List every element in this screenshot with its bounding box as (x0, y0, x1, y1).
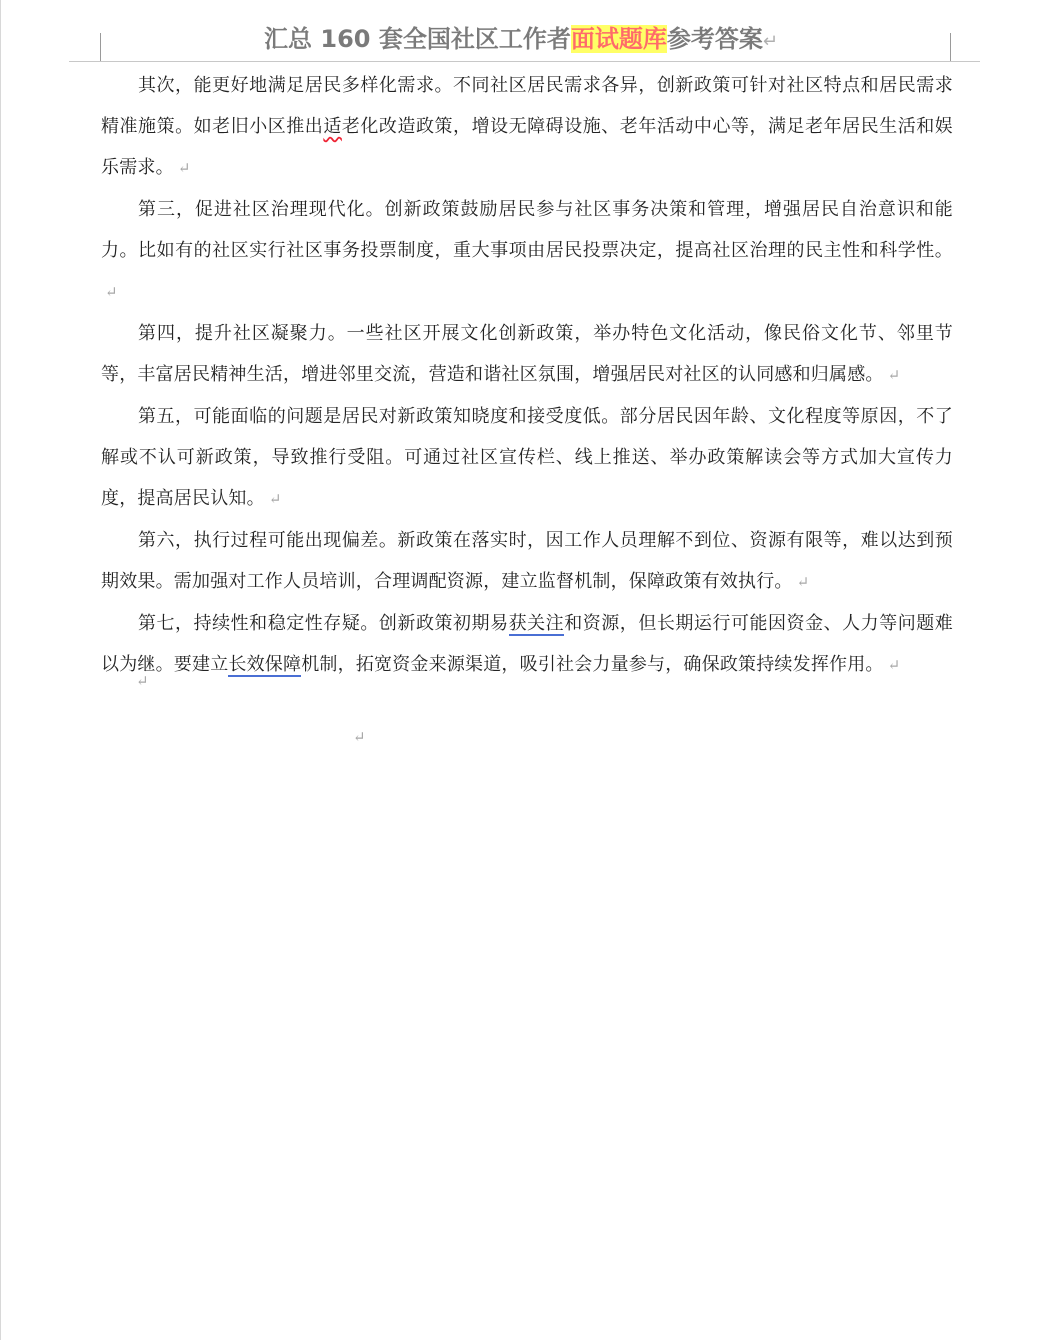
paragraph-mark-icon: ↵ (762, 31, 778, 52)
paragraph: 第六，执行过程可能出现偏差。新政策在落实时，因工作人员理解不到位、资源有限等，难以达到预期效果。需加强对工作人员培训，合理调配资源，建立监督机制，保障政策有效执行。 ↵ (101, 530, 953, 592)
title-prefix: 汇总 160 套全国社区工作者 (264, 25, 571, 53)
paragraph-mark-icon: ↵ (796, 573, 810, 591)
paragraph: 第五，可能面临的问题是居民对新政策知晓度和接受度低。部分居民因年龄、文化程度等原因，不了解或不认可新政策，导致推行受阻。可通过社区宣传栏、线上推送、举办政策解读会等方式加大宣传力度，提高居民认知。 ↵ (101, 406, 953, 509)
paragraph-mark-icon: ↵ (887, 366, 901, 384)
paragraph: 第四，提升社区凝聚力。一些社区开展文化创新政策，举办特色文化活动，像民俗文化节、邻里节等，丰富居民精神生活，增进邻里交流，营造和谐社区氛围，增强居民对社区的认同感和归属感。 ↵ (101, 323, 953, 385)
paragraph: 第七，持续性和稳定性存疑。创新政策初期易获关注和资源，但长期运行可能因资金、人力等问题难以为继。要建立长效保障机制，拓宽资金来源渠道，吸引社会力量参与，确保政策持续发挥作用。 ↵ (101, 613, 953, 675)
document-body (101, 65, 953, 686)
paragraph-mark-icon: ↵ (353, 728, 366, 746)
paragraph-mark-icon: ↵ (136, 672, 149, 690)
crop-mark-left (100, 33, 101, 61)
spellcheck-word: 适 (323, 116, 342, 137)
paragraph-mark-icon: ↵ (105, 283, 118, 301)
crop-mark-right (950, 33, 951, 61)
grammar-flag-word: 长效保障 (228, 654, 302, 675)
header-rule (69, 61, 980, 62)
paragraph: 其次，能更好地满足居民多样化需求。不同社区居民需求各异，创新政策可针对社区特点和居民需求精准施策。如老旧小区推出适老化改造政策，增设无障碍设施、老年活动中心等，满足老年居民生活和娱乐需求。 ↵ (101, 75, 953, 178)
paragraph: 第三，促进社区治理现代化。创新政策鼓励居民参与社区事务决策和管理，增强居民自治意识和能力。比如有的社区实行社区事务投票制度，重大事项由居民投票决定，提高社区治理的民主性和科学性。↵ (101, 199, 953, 301)
page-header-title (0, 20, 1042, 61)
paragraph-mark-icon: ↵ (177, 159, 191, 177)
grammar-flag-word: 获关注 (508, 613, 565, 634)
page-edge (0, 0, 1, 1340)
title-suffix: 参考答案 (666, 25, 763, 53)
title-highlight: 面试题库 (570, 25, 667, 53)
paragraph-mark-icon: ↵ (887, 656, 901, 674)
paragraph-mark-icon: ↵ (268, 490, 282, 508)
